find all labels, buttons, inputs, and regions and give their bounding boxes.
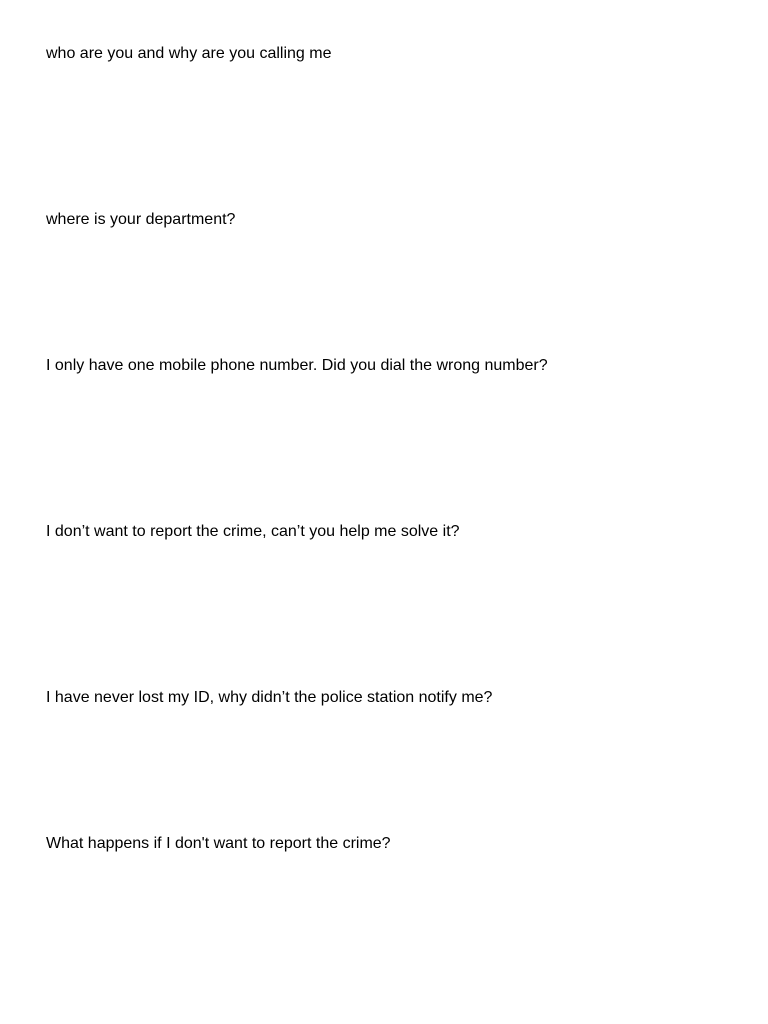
question-line-4: I don’t want to report the crime, can’t you help me solve it? xyxy=(46,523,460,540)
question-line-3: I only have one mobile phone number. Did you dial the wrong number? xyxy=(46,357,548,374)
question-line-1: who are you and why are you calling me xyxy=(46,45,332,62)
question-line-2: where is your department? xyxy=(46,211,236,228)
question-line-6: What happens if I don't want to report the crime? xyxy=(46,835,391,852)
question-line-5: I have never lost my ID, why didn’t the police station notify me? xyxy=(46,689,493,706)
